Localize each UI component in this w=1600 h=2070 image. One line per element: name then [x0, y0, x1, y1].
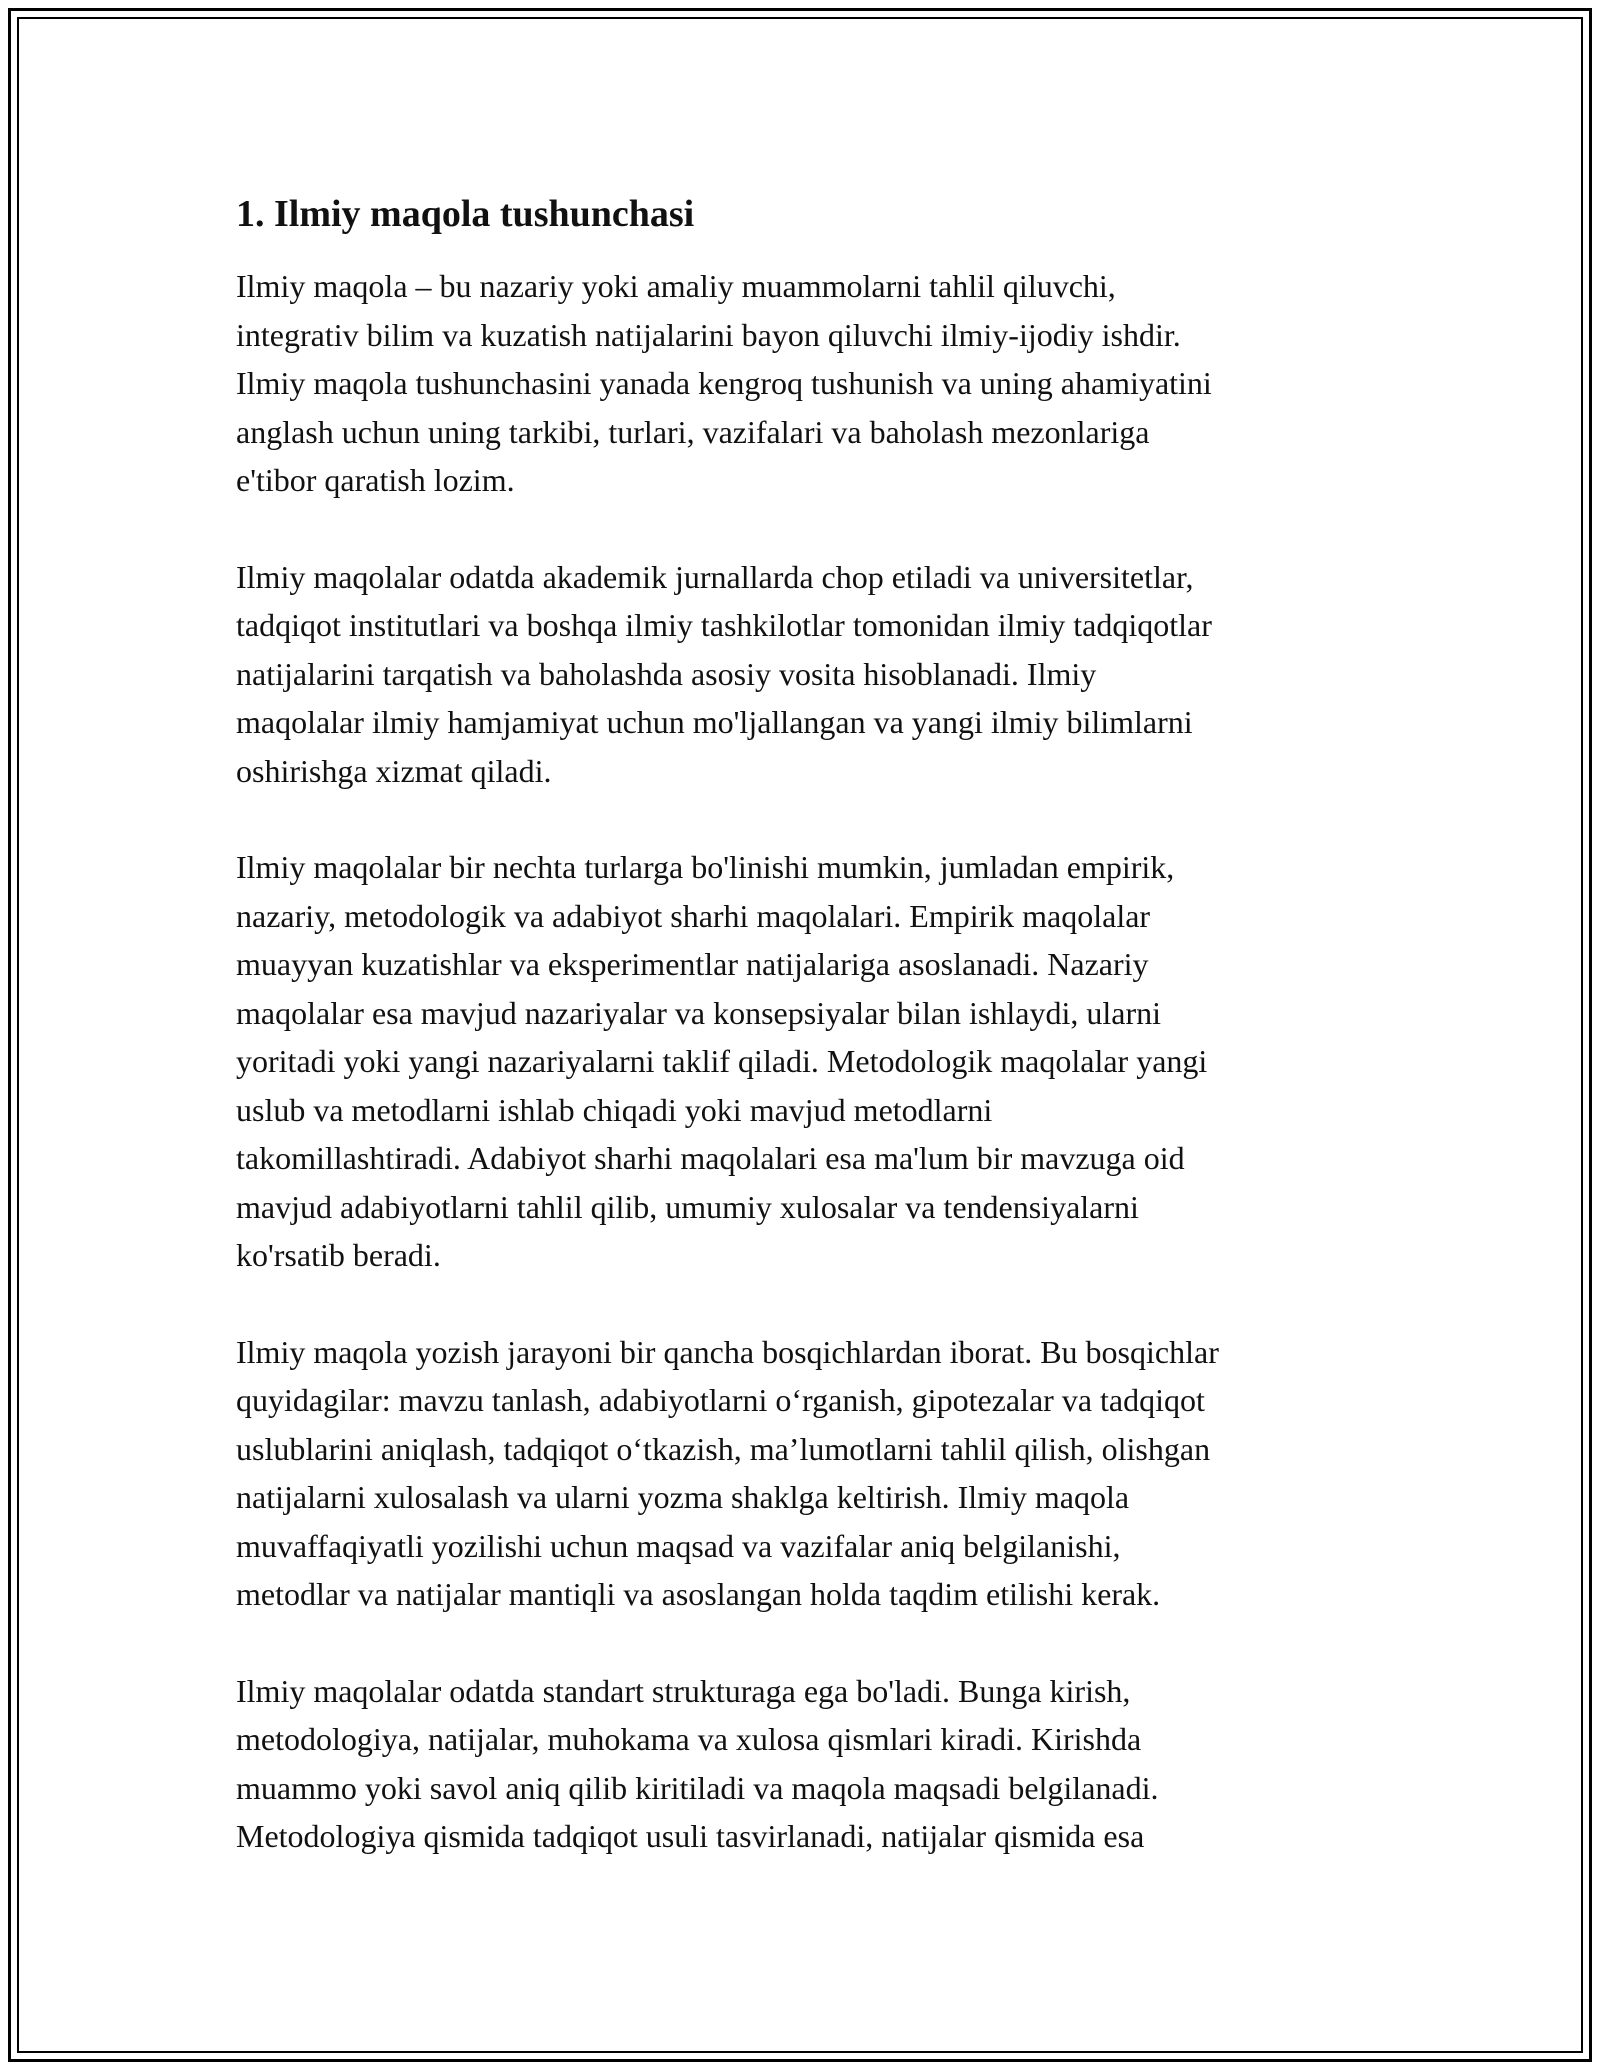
- text-line: muayyan kuzatishlar va eksperimentlar natijalariga asoslanadi. Nazariy: [236, 946, 1149, 982]
- text-line: muvaffaqiyatli yozilishi uchun maqsad va vazifalar aniq belgilanishi,: [236, 1527, 1121, 1564]
- text-line: metodlar va natijalar mantiqli va asoslangan holda taqdim etilishi kerak.: [236, 1576, 1161, 1612]
- text-line: ko'rsatib beradi.: [236, 1237, 441, 1273]
- text-line: Ilmiy maqola yozish jarayoni bir qancha bosqichlardan iborat. Bu bosqichlar: [236, 1333, 1219, 1370]
- paragraph-5: [236, 1667, 1386, 1861]
- text-line: Ilmiy maqola tushunchasini yanada kengroq tushunish va uning ahamiyatini: [236, 365, 1212, 401]
- text-line: tadqiqot institutlari va boshqa ilmiy tashkilotlar tomonidan ilmiy tadqiqotlar: [236, 607, 1212, 643]
- text-line: anglash uchun uning tarkibi, turlari, vazifalari va baholash mezonlariga: [236, 413, 1150, 450]
- text-line: quyidagilar: mavzu tanlash, adabiyotlarni o‘rganish, gipotezalar va tadqiqot: [236, 1382, 1205, 1418]
- text-line: Ilmiy maqola – bu nazariy yoki amaliy muammolarni tahlil qiluvchi,: [236, 268, 1116, 304]
- text-line: Ilmiy maqolalar odatda standart strukturaga ega bo'ladi. Bunga kirish,: [236, 1672, 1131, 1709]
- text-line: nazariy, metodologik va adabiyot sharhi maqolalari. Empirik maqolalar: [236, 897, 1151, 934]
- document-body: [236, 188, 1386, 1909]
- text-line: uslublarini aniqlash, tadqiqot o‘tkazish, ma’lumotlarni tahlil qilish, olishgan: [236, 1430, 1211, 1467]
- text-line: takomillashtiradi. Adabiyot sharhi maqolalari esa ma'lum bir mavzuga oid: [236, 1140, 1185, 1176]
- text-line: metodologiya, natijalar, muhokama va xulosa qismlari kiradi. Kirishda: [236, 1721, 1142, 1757]
- text-line: yoritadi yoki yangi nazariyalarni taklif qiladi. Metodologik maqolalar yangi: [236, 1043, 1208, 1079]
- text-line: uslub va metodlarni ishlab chiqadi yoki mavjud metodlarni: [236, 1091, 993, 1128]
- text-line: Metodologiya qismida tadqiqot usuli tasvirlanadi, natijalar qismida esa: [236, 1818, 1145, 1854]
- text-line: e'tibor qaratish lozim.: [236, 462, 515, 498]
- text-line: natijalarini tarqatish va baholashda asosiy vosita hisoblanadi. Ilmiy: [236, 655, 1097, 692]
- paragraph-4: [236, 1328, 1386, 1619]
- text-line: muammo yoki savol aniq qilib kiritiladi va maqola maqsadi belgilanadi.: [236, 1769, 1159, 1806]
- paragraph-3: [236, 843, 1386, 1280]
- text-line: integrativ bilim va kuzatish natijalarini bayon qiluvchi ilmiy-ijodiy ishdir.: [236, 316, 1181, 353]
- paragraph-2: [236, 553, 1386, 796]
- text-line: maqolalar esa mavjud nazariyalar va konsepsiyalar bilan ishlaydi, ularni: [236, 994, 1161, 1031]
- text-line: oshirishga xizmat qiladi.: [236, 752, 552, 789]
- section-heading: 1. Ilmiy maqola tushunchasi: [236, 193, 695, 235]
- text-line: Ilmiy maqolalar bir nechta turlarga bo'linishi mumkin, jumladan empirik,: [236, 849, 1175, 885]
- text-line: Ilmiy maqolalar odatda akademik jurnallarda chop etiladi va universitetlar,: [236, 558, 1194, 595]
- text-line: natijalarni xulosalash va ularni yozma shaklga keltirish. Ilmiy maqola: [236, 1479, 1130, 1515]
- text-line: maqolalar ilmiy hamjamiyat uchun mo'ljallangan va yangi ilmiy bilimlarni: [236, 704, 1193, 740]
- paragraph-1: [236, 262, 1386, 505]
- text-line: mavjud adabiyotlarni tahlil qilib, umumiy xulosalar va tendensiyalarni: [236, 1188, 1139, 1225]
